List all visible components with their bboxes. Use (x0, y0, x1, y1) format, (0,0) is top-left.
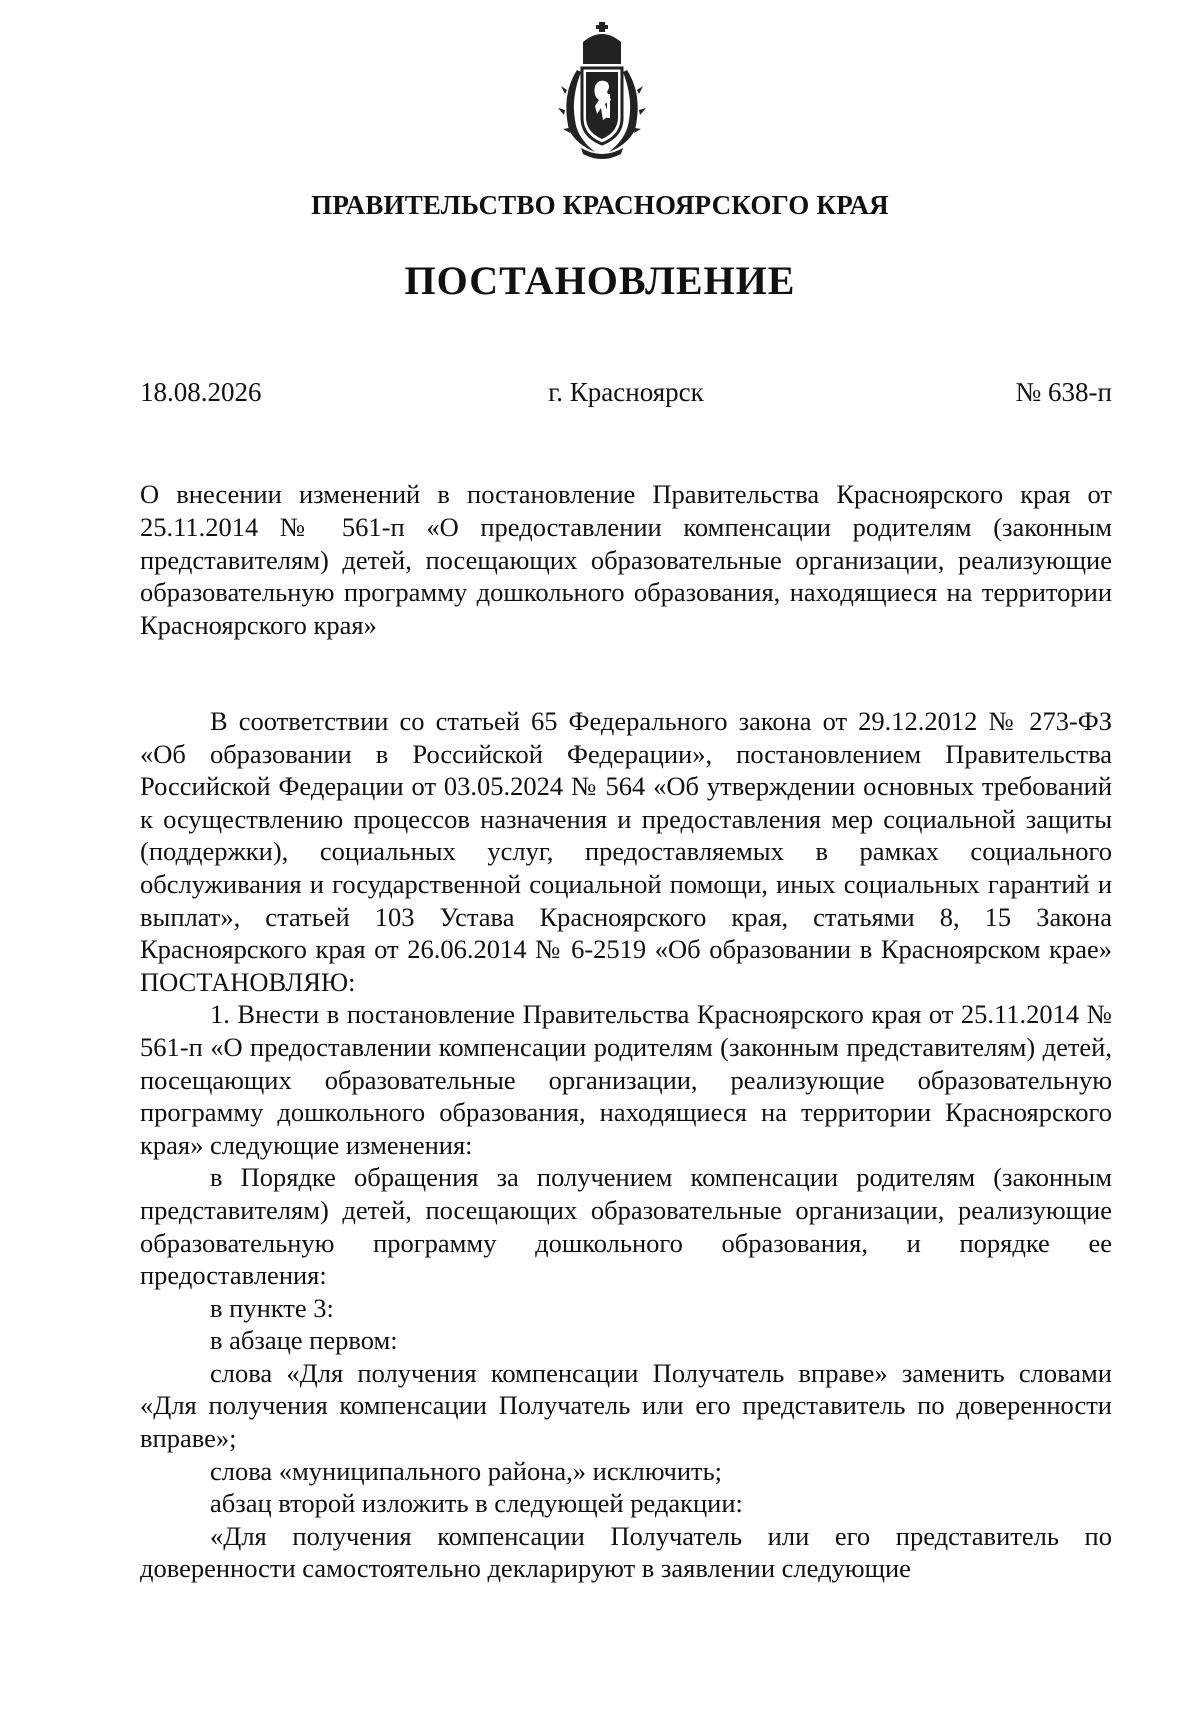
organization-title: ПРАВИТЕЛЬСТВО КРАСНОЯРСКОГО КРАЯ (311, 190, 889, 220)
body-paragraph: В соответствии со статьей 65 Федерального закона от 29.12.2012 № 273-ФЗ «Об образовании в Российской Федерации», постановлением Правительства Российской Федерации от 03.05.2024 № 564 «Об утверждении основных требований к осуществлению процессов назначения и предоставлeния мер социальной защиты (поддержки), социальных услуг, предоставляемых в рамках социального обслуживания и государственной социальной помощи, иных социальных гарантий и выплат», статьей 103 Устава Красноярского края, статьями 8, 15 Закона Красноярского края от 26.06.2014 № 6-2519 «Об образовании в Красноярском крае» ПОСТАНОВЛЯЮ: (140, 706, 1112, 997)
body-paragraph: слова «Для получения компенсации Получатель вправе» заменить словами «Для получения компенсации Получатель или его представитель по доверенности вправе»; (140, 1357, 1112, 1454)
body-paragraph: слова «муниципального района,» исключить; (210, 1455, 723, 1486)
body-paragraph: абзац второй изложить в следующей редакции: (210, 1488, 743, 1519)
document-number: № 638-п (1015, 377, 1112, 407)
document-type-title: ПОСТАНОВЛЕНИЕ (404, 258, 796, 303)
document-city: г. Красноярск (548, 377, 704, 407)
body-paragraph: в Порядке обращения за получением компенсации родителям (законным представителям) детей, посещающих образовательные организации, реализующие образовательную программу дошкольного образования, и порядке ее предоставления: (140, 1162, 1112, 1291)
document-date: 18.08.2026 (140, 377, 262, 407)
body-paragraph: в абзаце первом: (210, 1325, 398, 1356)
document-body (140, 705, 1112, 1585)
body-paragraph: 1. Внести в постановление Правительства Красноярского края от 25.11.2014 № 561-п «О предоставлении компенсации родителям (законным представителям) детей, посещающих образовательные организации, реализующие образовательную программу дошкольного образования, находящиеся на территории Красноярского края» следующие изменения: (140, 999, 1112, 1160)
body-paragraph: «Для получения компенсации Получатель или его представитель по доверенности самостоятельно декларируют в заявлении следующие (140, 1520, 1112, 1584)
document-subject: О внесении изменений в постановление Правительства Красноярского края от 25.11.2014 № 561-п «О предоставлении компенсации родителям (законным представителям) детей, посещающих образовательные организации, реализующие образовательную программу дошкольного образования, находящиеся на территории Красноярского края» (140, 479, 1112, 641)
body-paragraph: в пункте 3: (210, 1292, 334, 1323)
document-meta-row (140, 377, 1112, 411)
krasnoyarsk-coat-of-arms-icon (555, 20, 649, 162)
